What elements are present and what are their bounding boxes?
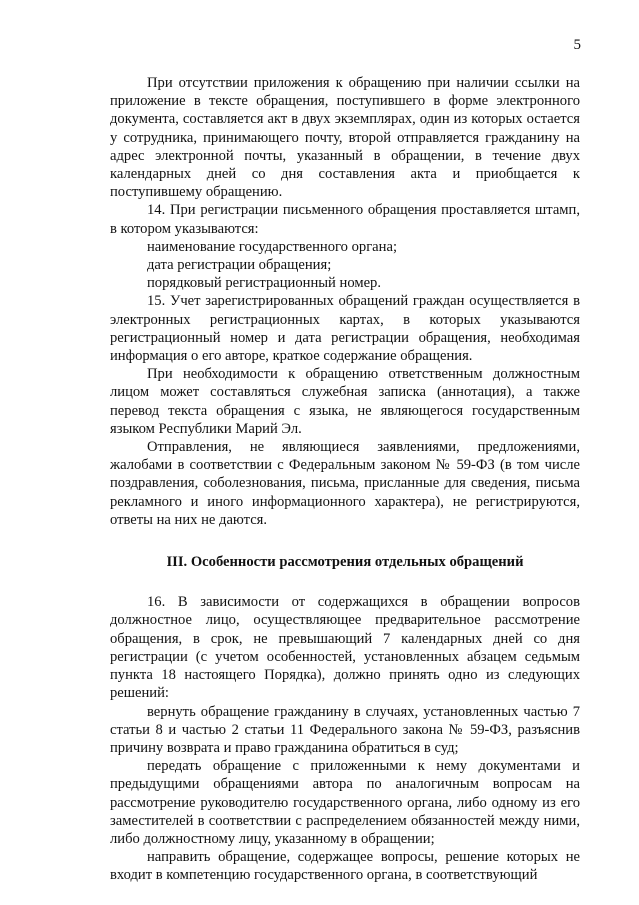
page-number: 5 [573, 37, 581, 53]
paragraph-item-14: 14. При регистрации письменного обращения проставляется штамп, в котором указываются: [110, 202, 580, 237]
list-item-registration-number: порядковый регистрационный номер. [147, 275, 382, 292]
list-item-organ-name: наименование государственного органа; [147, 238, 398, 255]
paragraph-attachment-absence: При отсутствии приложения к обращению при наличии ссылки на приложение в тексте обращения, поступившего в форме электронного документа, составляется акт в двух экземплярах, один из которых остается у сотрудника, принимающего почту, второй отправляется гражданину на адрес электронной почты, указанный в обращении, в течение двух календарных дней со дня составления акта и приобщается к поступившему обращению. [110, 75, 580, 201]
list-item-registration-date: дата регистрации обращения; [147, 257, 332, 274]
paragraph-forward-to-head: передать обращение с приложенными к нему документами и предыдущими обращениями автора по аналогичным вопросам на рассмотрение руководителю государственного органа, либо одному из его заместителей в соответствии с распределением обязанностей между ними, либо должностному лицу, указанному в обращении; [110, 758, 580, 847]
document-body [110, 74, 580, 885]
paragraph-item-16: 16. В зависимости от содержащихся в обращении вопросов должностное лицо, осуществляющее предварительное рассмотрение обращения, в срок, не превышающий 7 календарных дней со дня регистрации (с учетом особенностей, установленных абзацем седьмым пункта 18 настоящего Порядка), должно принять одно из следующих решений: [110, 594, 580, 702]
paragraph-redirect: направить обращение, содержащее вопросы, решение которых не входит в компетенцию государственного органа, в соответствующий [110, 849, 580, 884]
paragraph-non-registered: Отправления, не являющиеся заявлениями, предложениями, жалобами в соответствии с Федеральным законом № 59-ФЗ (в том числе поздравления, соболезнования, письма, присланные для сведения, письма рекламного и иного информационного характера), не регистрируются, ответы на них не даются. [110, 439, 580, 528]
section-heading: III. Особенности рассмотрения отдельных обращений [166, 554, 524, 571]
paragraph-annotation: При необходимости к обращению ответственным должностным лицом может составляться служебная записка (аннотация), а также перевод текста обращения с языка, не являющегося государственным языком Республики Марий Эл. [110, 366, 580, 437]
paragraph-return-to-citizen: вернуть обращение гражданину в случаях, установленных частью 7 статьи 8 и частью 2 статьи 11 Федерального закона № 59-ФЗ, разъяснив причину возврата и право гражданина обратиться в суд; [110, 703, 580, 756]
paragraph-item-15: 15. Учет зарегистрированных обращений граждан осуществляется в электронных регистрационных картах, в которых указываются регистрационный номер и дата регистрации обращения, необходимая информация о его авторе, краткое содержание обращения. [110, 293, 580, 365]
